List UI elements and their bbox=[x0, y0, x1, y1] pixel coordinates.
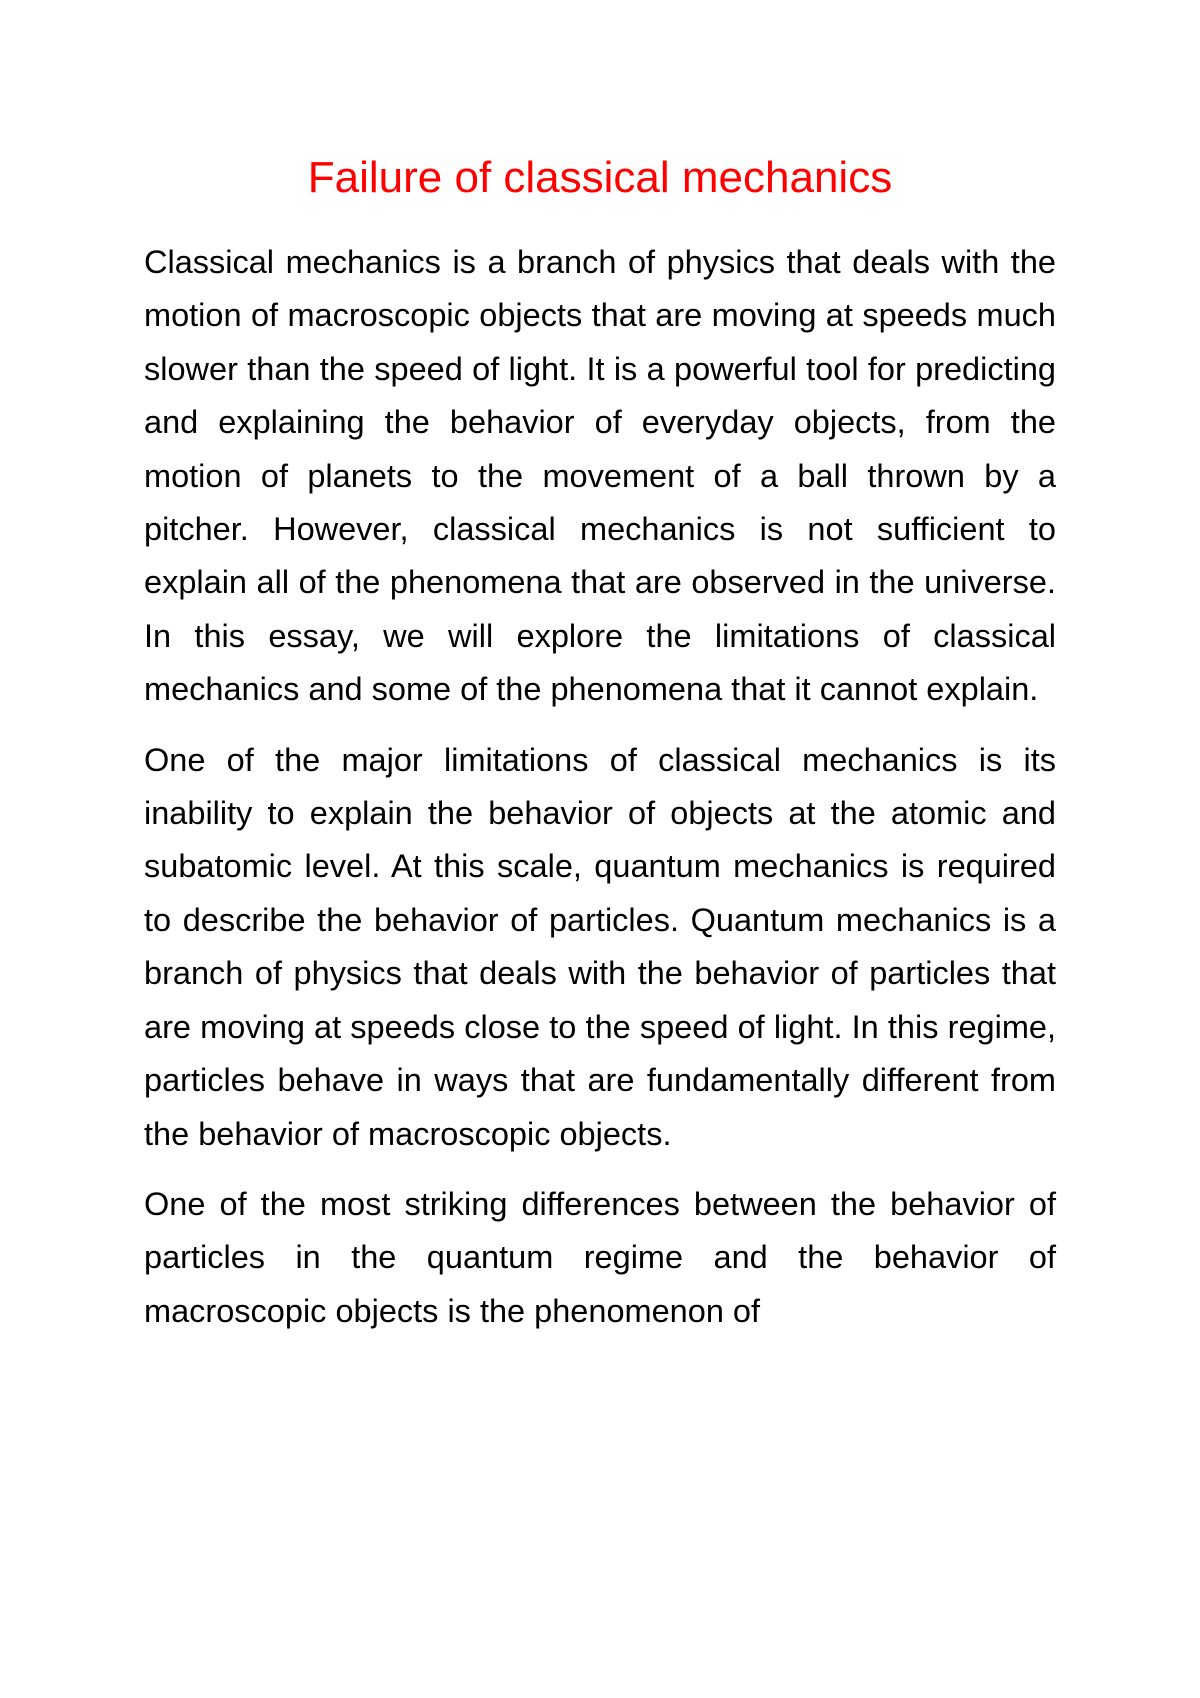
document-body bbox=[144, 236, 1056, 1355]
paragraph-2: One of the major limitations of classical mechanics is its inability to explain the behavior of objects at the atomic and subatomic level. At this scale, quantum mechanics is required to describe the behavior of particles. Quantum mechanics is a branch of physics that deals with the behavior of particles that are moving at speeds close to the speed of light. In this regime, particles behave in ways that are fundamentally different from the behavior of macroscopic objects. bbox=[144, 741, 1056, 1152]
document-title: Failure of classical mechanics bbox=[307, 153, 893, 202]
paragraph-3: One of the most striking differences between the behavior of particles in the quantum regime and the behavior of macroscopic objects is the phenomenon of bbox=[144, 1185, 1056, 1329]
paragraph-1: Classical mechanics is a branch of physics that deals with the motion of macroscopic objects that are moving at speeds much slower than the speed of light. It is a powerful tool for predicting and explaining the behavior of everyday objects, from the motion of planets to the movement of a ball thrown by a pitcher. However, classical mechanics is not sufficient to explain all of the phenomena that are observed in the universe. In this essay, we will explore the limitations of classical mechanics and some of the phenomena that it cannot explain. bbox=[144, 244, 1056, 708]
